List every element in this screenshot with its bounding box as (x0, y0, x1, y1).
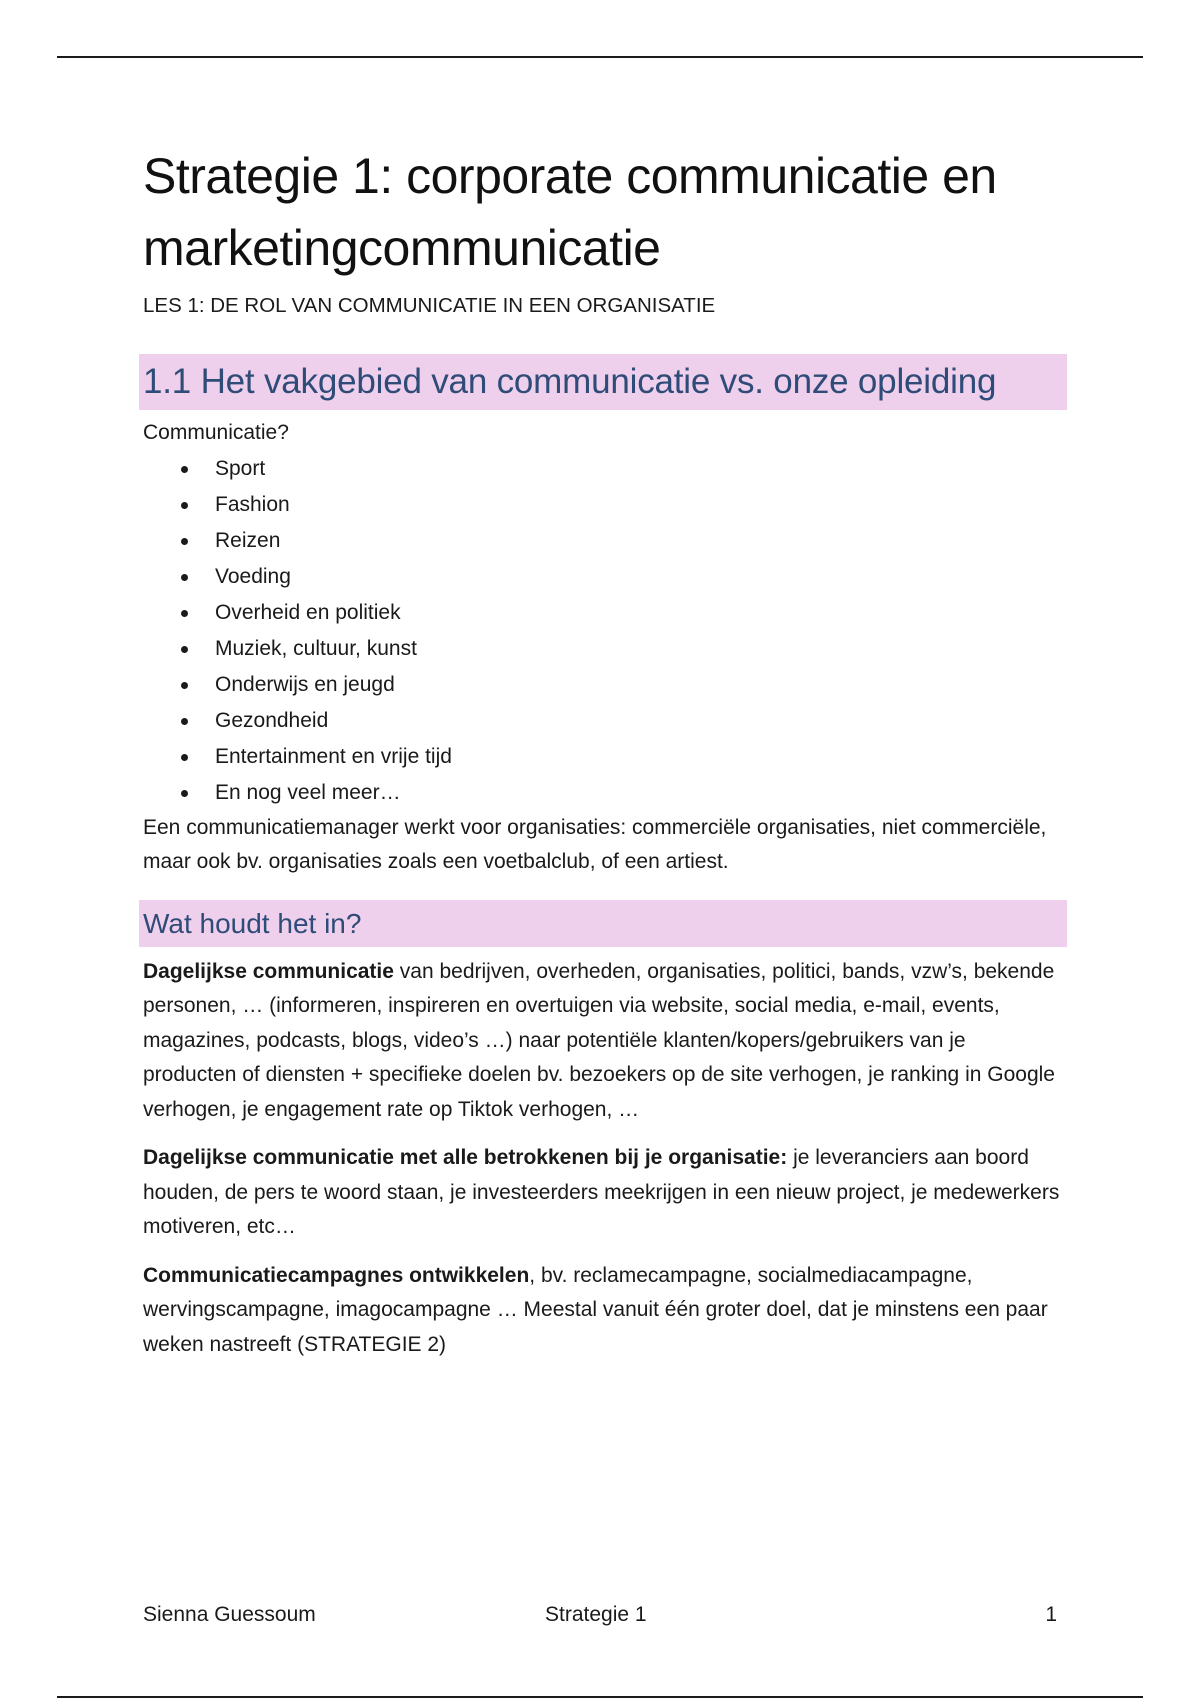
footer-course: Strategie 1 (545, 1603, 647, 1626)
footer-author: Sienna Guessoum (143, 1603, 316, 1626)
list-item: Overheid en politiek (143, 595, 1063, 631)
paragraph-text: , bv. reclamecampagne, socialmediacampagne, wervingscampagne, imagocampagne … Meestal vanuit één groter doel, dat je minstens een paar weken nastreeft (STRATEGIE 2) (143, 1263, 1048, 1356)
bullet-icon (181, 682, 188, 689)
bullet-icon (181, 538, 188, 545)
paragraph-lead: Dagelijkse communicatie met alle betrokkenen bij je organisatie: (143, 1146, 788, 1169)
list-item: Sport (143, 451, 1063, 487)
footer-page-number: 1 (1045, 1603, 1057, 1626)
bullet-icon (181, 754, 188, 761)
list-item: Voeding (143, 559, 1063, 595)
paragraph-daily-communication (143, 955, 1063, 1128)
bullet-icon (181, 502, 188, 509)
paragraph-stakeholders (143, 1141, 1063, 1245)
paragraph-lead: Dagelijkse communicatie (143, 959, 394, 983)
bullet-icon (181, 610, 188, 617)
list-item: Reizen (143, 523, 1063, 559)
list-item: En nog veel meer… (143, 775, 1063, 811)
document-title: Strategie 1: corporate communicatie en marketingcommunicatie (143, 148, 997, 276)
bullet-icon (181, 790, 188, 797)
bullet-icon (181, 574, 188, 581)
list-item: Fashion (143, 487, 1063, 523)
section-heading-1-1: 1.1 Het vakgebied van communicatie vs. onze opleiding (139, 354, 1067, 410)
list-item: Entertainment en vrije tijd (143, 739, 1063, 775)
topic-list (143, 451, 1063, 811)
bullet-icon (181, 718, 188, 725)
paragraph-lead: Communicatiecampagnes ontwikkelen (143, 1263, 530, 1287)
list-item: Muziek, cultuur, kunst (143, 631, 1063, 667)
paragraph-text: je leveranciers aan boord houden, de pers te woord staan, je investeerders meekrijgen in een nieuw project, je medewerkers motiveren, etc… (143, 1146, 1060, 1238)
header-rule (57, 56, 1143, 58)
list-item: Onderwijs en jeugd (143, 667, 1063, 703)
paragraph-text: van bedrijven, overheden, organisaties, politici, bands, vzw’s, bekende personen, … (informeren, inspireren en overtuigen via website, social media, e-mail, events, magazines, podcasts, blogs, video’s …) naar potentiële klanten/kopers/gebruikers van je producten of diensten + specifieke doelen bv. bezoekers op de site verhogen, je ranking in Google verhogen, je engagement rate op Tiktok verhogen, … (143, 959, 1055, 1121)
section-intro: Communicatie? (143, 421, 289, 444)
bullet-icon (181, 646, 188, 653)
list-item: Gezondheid (143, 703, 1063, 739)
page-footer (143, 1600, 1057, 1630)
bullet-icon (181, 466, 188, 473)
footer-rule (57, 1696, 1143, 1698)
document-body (143, 140, 1063, 1362)
manager-description: Een communicatiemanager werkt voor organisaties: commerciële organisaties, niet commerciële, maar ook bv. organisaties zoals een voetbalclub, of een artiest. (143, 815, 1047, 873)
section-heading-what: Wat houdt het in? (139, 900, 1067, 947)
paragraph-campaigns (143, 1259, 1063, 1363)
document-subtitle: LES 1: DE ROL VAN COMMUNICATIE IN EEN ORGANISATIE (143, 294, 716, 317)
